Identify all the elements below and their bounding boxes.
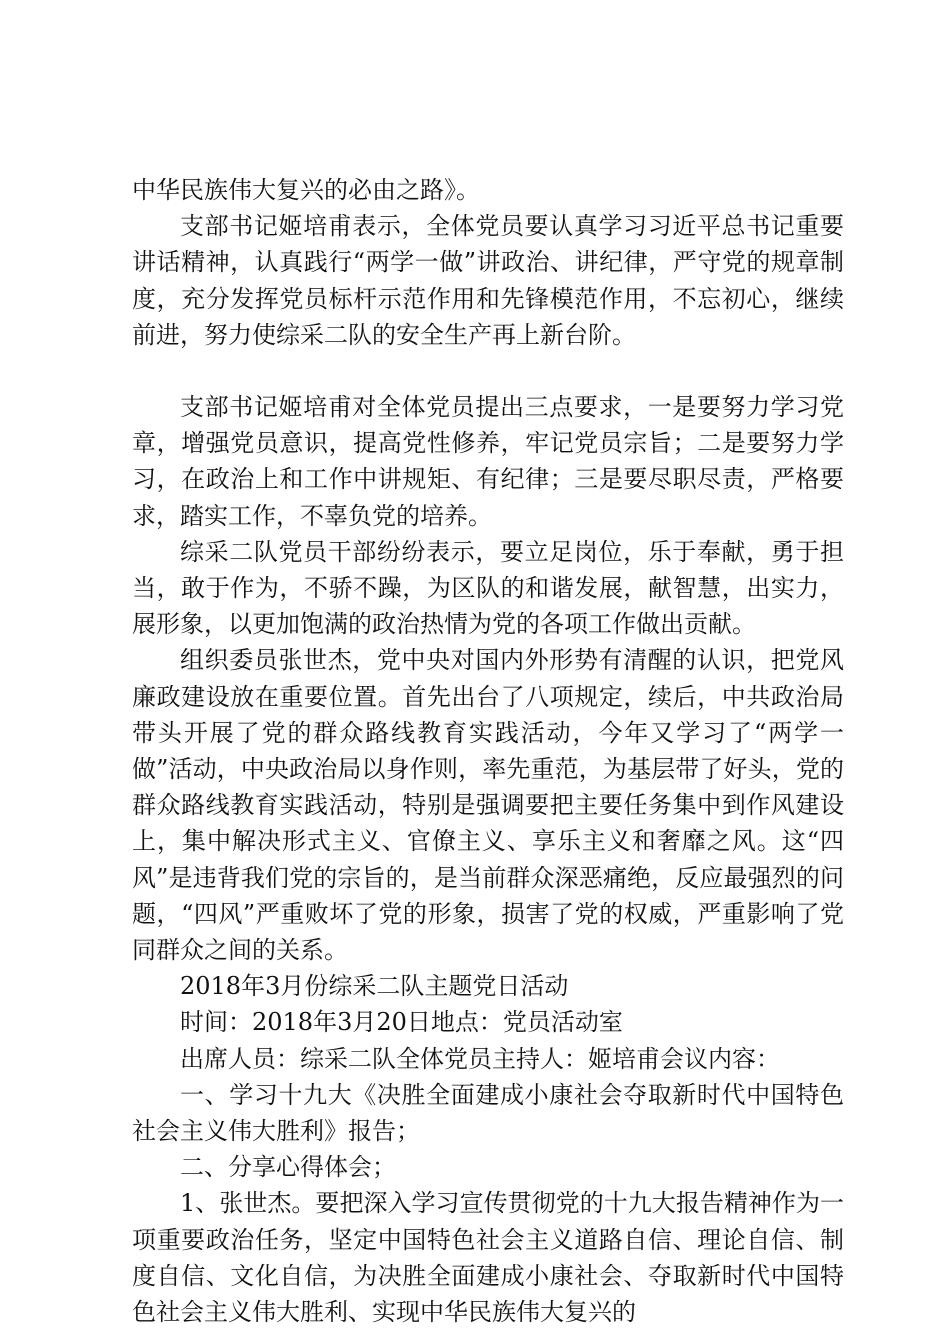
agenda-item-two: 二、分享心得体会； xyxy=(180,1153,396,1182)
paragraph-three-requirements: 支部书记姬培甫对全体党员提出三点要求，一是要努力学习党章，增强党员意识，提高党性修养，牢记党员宗旨；二是要努力学习，在政治上和工作中讲规矩、有纪律；三是要尽职尽责，严格要求，踏实工作，不辜负党的培养。 xyxy=(132,393,844,530)
activity-time-location: 时间：2018年3月20日地点：党员活动室 xyxy=(180,1008,623,1037)
activity-title: 2018年3月份综采二队主题党日活动 xyxy=(180,972,569,1001)
agenda-item-one: 一、学习十九大《决胜全面建成小康社会夺取新时代中国特色社会主义伟大胜利》报告； xyxy=(132,1080,844,1146)
activity-attendees: 出席人员：综采二队全体党员主持人：姬培甫会议内容： xyxy=(180,1044,780,1073)
paragraph-organization-committee: 组织委员张世杰，党中央对国内外形势有清醒的认识，把党风廉政建设放在重要位置。首先出台了八项规定，续后，中共政治局带头开展了党的群众路线教育实践活动，今年又学习了“两学一做”活动，中央政治局以身作则，率先重范，为基层带了好头，党的群众路线教育实践活动，特别是强调要把主要任务集中到作风建设上，集中解决形式主义、官僚主义、享乐主义和奢靡之风。这“四风”是违背我们党的宗旨的，是当前群众深恶痛绝，反应最强烈的问题，“四风”严重败坏了党的形象，损害了党的权威，严重影响了党同群众之间的关系。 xyxy=(132,646,844,965)
paragraph-members-response: 综采二队党员干部纷纷表示，要立足岗位，乐于奉献，勇于担当，敢于作为，不骄不躁，为区队的和谐发展，献智慧，出实力，展形象，以更加饱满的政治热情为党的各项工作做出贡献。 xyxy=(132,537,844,639)
paragraph-secretary-statement: 支部书记姬培甫表示，全体党员要认真学习习近平总书记重要讲话精神，认真践行“两学一做”讲政治、讲纪律，严守党的规章制度，充分发挥党员标杆示范作用和先锋模范作用，不忘初心，继续前进，努力使综采二队的安全生产再上新台阶。 xyxy=(132,212,844,349)
document-page xyxy=(132,172,844,1330)
experience-sharing-one: 1、张世杰。要把深入学习宣传贯彻党的十九大报告精神作为一项重要政治任务，坚定中国特色社会主义道路自信、理论自信、制度自信、文化自信，为决胜全面建成小康社会、夺取新时代中国特色社会主义伟大胜利、实现中华民族伟大复兴的 xyxy=(132,1189,844,1327)
paragraph-continuation: 中华民族伟大复兴的必由之路》。 xyxy=(132,176,480,204)
